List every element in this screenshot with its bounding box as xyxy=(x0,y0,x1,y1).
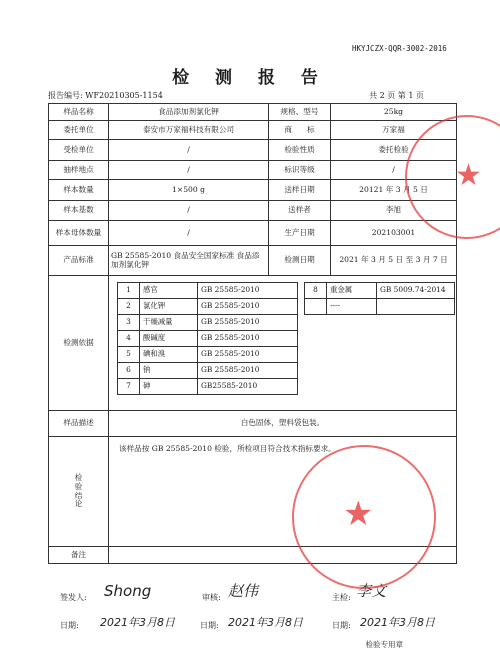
spec-label: 规格、型号 xyxy=(269,104,331,121)
receiver-label: 受检单位 xyxy=(49,140,109,161)
tester-label: 主检: xyxy=(332,593,351,602)
mark-grade-label: 标识等级 xyxy=(269,161,331,180)
standard: GB 25585-2010 食品安全国家标准 食品添加剂氯化钾 xyxy=(109,246,269,276)
report-number: 报告编号: WF20210305-1154 xyxy=(48,91,163,100)
sample-name: 食品添加剂氯化钾 xyxy=(109,104,269,121)
basis-cell xyxy=(109,276,457,411)
brand: 万家福 xyxy=(331,121,457,140)
conclusion-label xyxy=(49,437,109,547)
report-title: 检 测 报 告 xyxy=(172,68,328,88)
table-row: 3 干燥减量 GB 25585-2010 xyxy=(118,315,298,331)
conclusion-label-text: 检验结论 xyxy=(74,473,83,509)
reviewer-date: 2021年3月8日 xyxy=(228,616,303,629)
test-nature: 委托检验 xyxy=(331,140,457,161)
basis-label: 检测依据 xyxy=(49,276,109,411)
table-row: 1 感官 GB 25585-2010 xyxy=(118,283,298,299)
table-row: ---- xyxy=(305,299,455,315)
date-label-1: 日期: xyxy=(60,621,79,630)
table-row: 5 碘和溴 GB 25585-2010 xyxy=(118,347,298,363)
remarks-label: 备注 xyxy=(49,547,109,564)
prod-date-label: 生产日期 xyxy=(269,221,331,246)
table-row: 4 酸碱度 GB 25585-2010 xyxy=(118,331,298,347)
sample-qty: 1×500 g xyxy=(109,180,269,201)
issuer-label: 签发人: xyxy=(60,593,87,602)
brand-label: 商 标 xyxy=(269,121,331,140)
table-row: 6 钠 GB 25585-2010 xyxy=(118,363,298,379)
reviewer-label: 审核: xyxy=(202,593,221,602)
sampling-place-label: 抽样地点 xyxy=(49,161,109,180)
basis-table-left xyxy=(117,282,298,395)
conclusion-text: 该样品按 GB 25585-2010 检验，所检项目符合技术指标要求。 xyxy=(119,444,336,453)
sample-parent-label: 样本母体数量 xyxy=(49,221,109,246)
date-label-3: 日期: xyxy=(332,621,351,630)
send-date: 20121 年 3 月 5 日 xyxy=(331,180,457,201)
desc-label: 样品描述 xyxy=(49,411,109,437)
standard-label: 产品标准 xyxy=(49,246,109,276)
sender-label: 送样者 xyxy=(269,201,331,221)
issuer-signature: Shong xyxy=(104,582,152,600)
test-date: 2021 年 3 月 5 日 至 3 月 7 日 xyxy=(331,246,457,276)
table-row: 2 氯化钾 GB 25585-2010 xyxy=(118,299,298,315)
sample-qty-label: 样本数量 xyxy=(49,180,109,201)
tester-date: 2021年3月8日 xyxy=(360,616,435,629)
test-nature-label: 检验性质 xyxy=(269,140,331,161)
send-date-label: 送样日期 xyxy=(269,180,331,201)
client-label: 委托单位 xyxy=(49,121,109,140)
document-code: HKYJCZX-QQR-3002-2016 xyxy=(352,44,447,53)
conclusion: 该样品按 GB 25585-2010 检验，所检项目符合技术指标要求。 检验专用章 xyxy=(109,437,457,547)
table-row: 7 砷 GB25585-2010 xyxy=(118,379,298,395)
stamp-star-icon: ★ xyxy=(455,158,482,193)
sample-base-label: 样本基数 xyxy=(49,201,109,221)
desc: 白色固体，塑料袋包装。 xyxy=(109,411,457,437)
sample-parent: / xyxy=(109,221,269,246)
sample-name-label: 样品名称 xyxy=(49,104,109,121)
reviewer-signature: 赵伟 xyxy=(228,582,259,600)
basis-table-right xyxy=(304,282,455,315)
tester-signature: 李文 xyxy=(356,582,387,600)
spec: 25kg xyxy=(331,104,457,121)
prod-date: 202103001 xyxy=(331,221,457,246)
client: 泰安市万家福科技有限公司 xyxy=(109,121,269,140)
table-row: 8 重金属 GB 5009.74-2014 xyxy=(305,283,455,299)
issuer-date: 2021年3月8日 xyxy=(100,616,175,629)
page-count: 共 2 页 第 1 页 xyxy=(369,91,424,100)
mark-grade: / xyxy=(331,161,457,180)
sampling-place: / xyxy=(109,161,269,180)
test-date-label: 检测日期 xyxy=(269,246,331,276)
stamp-star-icon: ★ xyxy=(343,494,374,534)
date-label-2: 日期: xyxy=(200,621,219,630)
sender: 李旭 xyxy=(331,201,457,221)
sample-base: / xyxy=(109,201,269,221)
receiver: / xyxy=(109,140,269,161)
